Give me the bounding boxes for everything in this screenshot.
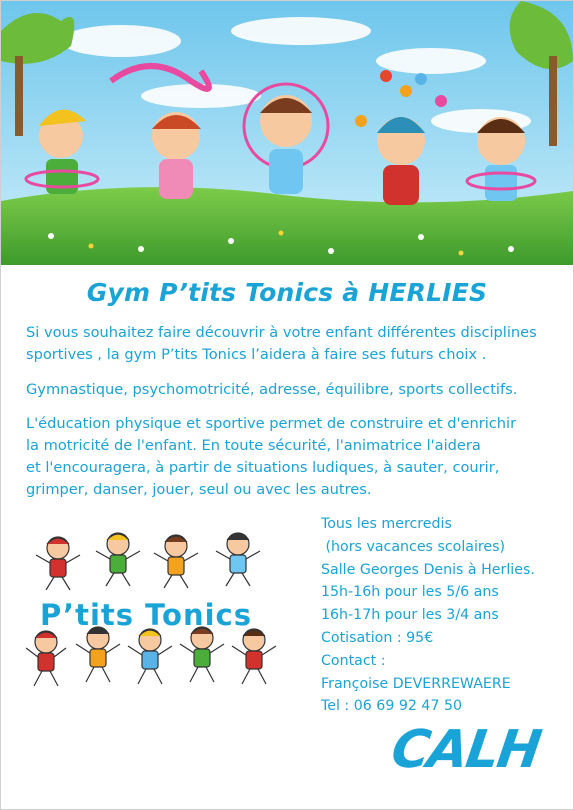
info-slot-3-4: 16h-17h pour les 3/4 ans xyxy=(321,607,499,624)
intro-line-2: sportives , la gym P’tits Tonics l’aidera à faire ses futurs choix . xyxy=(26,346,487,363)
education-line-3: et l'encouragera, à partir de situations ludiques, à sauter, courir, xyxy=(26,459,500,476)
info-venue: Salle Georges Denis à Herlies. xyxy=(321,561,535,578)
education-line-4: grimper, danser, jouer, seul ou avec les autres. xyxy=(26,481,372,498)
info-slot-5-6: 15h-16h pour les 5/6 ans xyxy=(321,584,499,601)
info-phone: Tel : 06 69 92 47 50 xyxy=(321,698,463,715)
info-day: Tous les mercredis xyxy=(321,516,452,532)
schedule-info xyxy=(321,513,566,718)
education-paragraph xyxy=(26,413,556,501)
education-line-2: la motricité de l'enfant. En toute sécurité, l'animatrice l'aidera xyxy=(26,437,481,454)
info-contact-label: Contact : xyxy=(321,652,386,669)
activities-text: Gymnastique, psychomotricité, adresse, équilibre, sports collectifs. xyxy=(26,381,518,398)
page-title: Gym P’tits Tonics à HERLIES xyxy=(86,278,488,307)
ptits-tonics-logo-text: P’tits Tonics xyxy=(40,598,252,632)
info-fee: Cotisation : 95€ xyxy=(321,629,434,646)
intro-line-1: Si vous souhaitez faire découvrir à votre enfant différentes disciplines xyxy=(26,324,537,341)
info-holidays: (hors vacances scolaires) xyxy=(321,538,506,555)
intro-paragraph xyxy=(26,322,556,366)
calh-logo: CALH xyxy=(387,720,544,780)
info-contact-name: Françoise DEVERREWAERE xyxy=(321,675,511,692)
hero-illustration xyxy=(1,1,573,265)
education-line-1: L'éducation physique et sportive permet de construire et d'enrichir xyxy=(26,415,517,432)
